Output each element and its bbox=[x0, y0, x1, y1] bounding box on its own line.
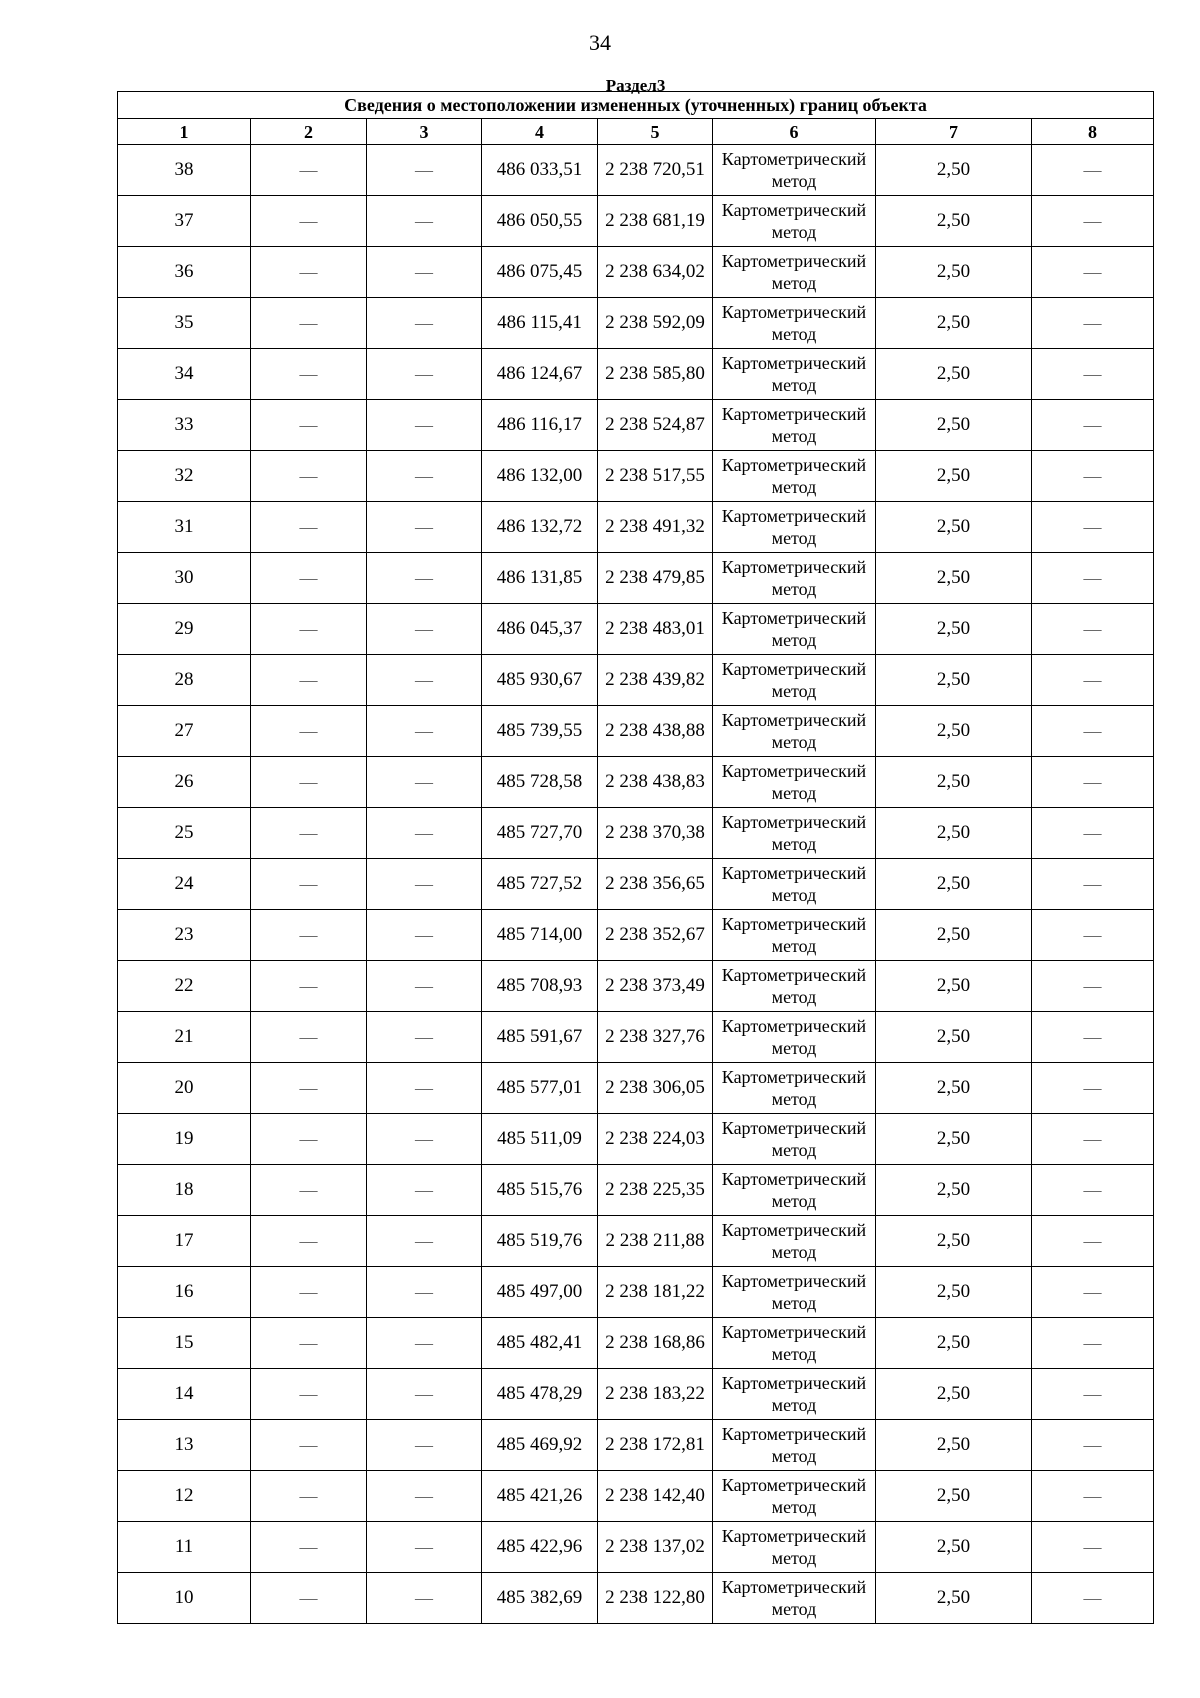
y-coordinate-cell: 2 238 592,09 bbox=[598, 298, 713, 349]
table-row bbox=[118, 553, 1154, 604]
method-cell: Картометрический метод bbox=[713, 1318, 876, 1369]
x-coordinate-cell: 485 497,00 bbox=[482, 1267, 598, 1318]
x-coordinate-cell: 485 422,96 bbox=[482, 1522, 598, 1573]
col3-cell: — bbox=[367, 1573, 482, 1624]
table-row bbox=[118, 349, 1154, 400]
col8-cell: — bbox=[1032, 502, 1154, 553]
method-cell: Картометрический метод bbox=[713, 1522, 876, 1573]
table-row bbox=[118, 859, 1154, 910]
table-row bbox=[118, 757, 1154, 808]
point-number-cell: 21 bbox=[118, 1012, 251, 1063]
col2-cell: — bbox=[251, 808, 367, 859]
x-coordinate-cell: 485 382,69 bbox=[482, 1573, 598, 1624]
accuracy-cell: 2,50 bbox=[876, 451, 1032, 502]
point-number-cell: 23 bbox=[118, 910, 251, 961]
x-coordinate-cell: 486 132,72 bbox=[482, 502, 598, 553]
col8-cell: — bbox=[1032, 400, 1154, 451]
accuracy-cell: 2,50 bbox=[876, 553, 1032, 604]
col2-cell: — bbox=[251, 145, 367, 196]
x-coordinate-cell: 486 132,00 bbox=[482, 451, 598, 502]
col2-cell: — bbox=[251, 1318, 367, 1369]
y-coordinate-cell: 2 238 517,55 bbox=[598, 451, 713, 502]
col2-cell: — bbox=[251, 298, 367, 349]
method-cell: Картометрический метод bbox=[713, 706, 876, 757]
x-coordinate-cell: 485 469,92 bbox=[482, 1420, 598, 1471]
method-cell: Картометрический метод bbox=[713, 859, 876, 910]
col8-cell: — bbox=[1032, 1573, 1154, 1624]
accuracy-cell: 2,50 bbox=[876, 604, 1032, 655]
accuracy-cell: 2,50 bbox=[876, 1114, 1032, 1165]
col8-cell: — bbox=[1032, 604, 1154, 655]
accuracy-cell: 2,50 bbox=[876, 1369, 1032, 1420]
method-cell: Картометрический метод bbox=[713, 349, 876, 400]
method-cell: Картометрический метод bbox=[713, 1573, 876, 1624]
method-cell: Картометрический метод bbox=[713, 145, 876, 196]
col2-cell: — bbox=[251, 706, 367, 757]
col3-cell: — bbox=[367, 451, 482, 502]
col8-cell: — bbox=[1032, 706, 1154, 757]
col8-cell: — bbox=[1032, 655, 1154, 706]
col2-cell: — bbox=[251, 1522, 367, 1573]
accuracy-cell: 2,50 bbox=[876, 910, 1032, 961]
point-number-cell: 12 bbox=[118, 1471, 251, 1522]
y-coordinate-cell: 2 238 479,85 bbox=[598, 553, 713, 604]
page-number: 34 bbox=[589, 30, 611, 55]
y-coordinate-cell: 2 238 225,35 bbox=[598, 1165, 713, 1216]
table-row bbox=[118, 961, 1154, 1012]
accuracy-cell: 2,50 bbox=[876, 1522, 1032, 1573]
col3-cell: — bbox=[367, 910, 482, 961]
y-coordinate-cell: 2 238 634,02 bbox=[598, 247, 713, 298]
col8-cell: — bbox=[1032, 1012, 1154, 1063]
table-row bbox=[118, 1165, 1154, 1216]
col8-cell: — bbox=[1032, 451, 1154, 502]
col2-cell: — bbox=[251, 1216, 367, 1267]
y-coordinate-cell: 2 238 681,19 bbox=[598, 196, 713, 247]
x-coordinate-cell: 486 045,37 bbox=[482, 604, 598, 655]
x-coordinate-cell: 486 115,41 bbox=[482, 298, 598, 349]
method-cell: Картометрический метод bbox=[713, 196, 876, 247]
col2-cell: — bbox=[251, 502, 367, 553]
method-cell: Картометрический метод bbox=[713, 910, 876, 961]
point-number-cell: 10 bbox=[118, 1573, 251, 1624]
accuracy-cell: 2,50 bbox=[876, 1318, 1032, 1369]
method-cell: Картометрический метод bbox=[713, 604, 876, 655]
method-cell: Картометрический метод bbox=[713, 1369, 876, 1420]
y-coordinate-cell: 2 238 370,38 bbox=[598, 808, 713, 859]
point-number-cell: 29 bbox=[118, 604, 251, 655]
col3-cell: — bbox=[367, 1063, 482, 1114]
col8-cell: — bbox=[1032, 1420, 1154, 1471]
column-header: 8 bbox=[1032, 119, 1154, 145]
col2-cell: — bbox=[251, 757, 367, 808]
x-coordinate-cell: 485 727,70 bbox=[482, 808, 598, 859]
point-number-cell: 35 bbox=[118, 298, 251, 349]
col2-cell: — bbox=[251, 1573, 367, 1624]
col8-cell: — bbox=[1032, 349, 1154, 400]
accuracy-cell: 2,50 bbox=[876, 1216, 1032, 1267]
column-header: 2 bbox=[251, 119, 367, 145]
col3-cell: — bbox=[367, 502, 482, 553]
y-coordinate-cell: 2 238 438,83 bbox=[598, 757, 713, 808]
accuracy-cell: 2,50 bbox=[876, 1573, 1032, 1624]
x-coordinate-cell: 486 124,67 bbox=[482, 349, 598, 400]
col3-cell: — bbox=[367, 604, 482, 655]
y-coordinate-cell: 2 238 224,03 bbox=[598, 1114, 713, 1165]
x-coordinate-cell: 485 511,09 bbox=[482, 1114, 598, 1165]
col3-cell: — bbox=[367, 247, 482, 298]
x-coordinate-cell: 486 050,55 bbox=[482, 196, 598, 247]
col8-cell: — bbox=[1032, 1063, 1154, 1114]
col3-cell: — bbox=[367, 757, 482, 808]
table-row bbox=[118, 655, 1154, 706]
y-coordinate-cell: 2 238 142,40 bbox=[598, 1471, 713, 1522]
method-cell: Картометрический метод bbox=[713, 1267, 876, 1318]
table-row bbox=[118, 1318, 1154, 1369]
method-cell: Картометрический метод bbox=[713, 1165, 876, 1216]
table-row bbox=[118, 1063, 1154, 1114]
column-header: 7 bbox=[876, 119, 1032, 145]
method-cell: Картометрический метод bbox=[713, 400, 876, 451]
table-row bbox=[118, 1369, 1154, 1420]
table-row bbox=[118, 604, 1154, 655]
table-row bbox=[118, 145, 1154, 196]
y-coordinate-cell: 2 238 491,32 bbox=[598, 502, 713, 553]
table-row bbox=[118, 196, 1154, 247]
column-header: 5 bbox=[598, 119, 713, 145]
col3-cell: — bbox=[367, 553, 482, 604]
col3-cell: — bbox=[367, 349, 482, 400]
col3-cell: — bbox=[367, 400, 482, 451]
col8-cell: — bbox=[1032, 961, 1154, 1012]
col3-cell: — bbox=[367, 298, 482, 349]
col2-cell: — bbox=[251, 1471, 367, 1522]
col3-cell: — bbox=[367, 1522, 482, 1573]
y-coordinate-cell: 2 238 373,49 bbox=[598, 961, 713, 1012]
point-number-cell: 17 bbox=[118, 1216, 251, 1267]
method-cell: Картометрический метод bbox=[713, 502, 876, 553]
col8-cell: — bbox=[1032, 1318, 1154, 1369]
accuracy-cell: 2,50 bbox=[876, 400, 1032, 451]
col3-cell: — bbox=[367, 1471, 482, 1522]
y-coordinate-cell: 2 238 183,22 bbox=[598, 1369, 713, 1420]
col8-cell: — bbox=[1032, 1165, 1154, 1216]
x-coordinate-cell: 485 591,67 bbox=[482, 1012, 598, 1063]
col2-cell: — bbox=[251, 1063, 367, 1114]
coordinates-table bbox=[117, 76, 1154, 1624]
y-coordinate-cell: 2 238 181,22 bbox=[598, 1267, 713, 1318]
col3-cell: — bbox=[367, 706, 482, 757]
x-coordinate-cell: 486 116,17 bbox=[482, 400, 598, 451]
col3-cell: — bbox=[367, 1114, 482, 1165]
accuracy-cell: 2,50 bbox=[876, 1420, 1032, 1471]
accuracy-cell: 2,50 bbox=[876, 655, 1032, 706]
point-number-cell: 38 bbox=[118, 145, 251, 196]
x-coordinate-cell: 485 577,01 bbox=[482, 1063, 598, 1114]
accuracy-cell: 2,50 bbox=[876, 196, 1032, 247]
col2-cell: — bbox=[251, 1012, 367, 1063]
method-cell: Картометрический метод bbox=[713, 1114, 876, 1165]
x-coordinate-cell: 485 478,29 bbox=[482, 1369, 598, 1420]
x-coordinate-cell: 485 714,00 bbox=[482, 910, 598, 961]
x-coordinate-cell: 486 131,85 bbox=[482, 553, 598, 604]
table-row bbox=[118, 502, 1154, 553]
point-number-cell: 28 bbox=[118, 655, 251, 706]
method-cell: Картометрический метод bbox=[713, 961, 876, 1012]
method-cell: Картометрический метод bbox=[713, 451, 876, 502]
table-caption-row bbox=[118, 92, 1154, 119]
section-title: Раздел3 bbox=[605, 76, 666, 95]
col2-cell: — bbox=[251, 400, 367, 451]
table-row bbox=[118, 400, 1154, 451]
column-header-row bbox=[118, 119, 1154, 145]
method-cell: Картометрический метод bbox=[713, 1063, 876, 1114]
method-cell: Картометрический метод bbox=[713, 655, 876, 706]
y-coordinate-cell: 2 238 327,76 bbox=[598, 1012, 713, 1063]
y-coordinate-cell: 2 238 306,05 bbox=[598, 1063, 713, 1114]
point-number-cell: 30 bbox=[118, 553, 251, 604]
col3-cell: — bbox=[367, 1318, 482, 1369]
accuracy-cell: 2,50 bbox=[876, 1012, 1032, 1063]
point-number-cell: 24 bbox=[118, 859, 251, 910]
accuracy-cell: 2,50 bbox=[876, 1165, 1032, 1216]
table-row bbox=[118, 1471, 1154, 1522]
y-coordinate-cell: 2 238 122,80 bbox=[598, 1573, 713, 1624]
col8-cell: — bbox=[1032, 910, 1154, 961]
col8-cell: — bbox=[1032, 1522, 1154, 1573]
accuracy-cell: 2,50 bbox=[876, 808, 1032, 859]
table-caption: Сведения о местоположении измененных (уточненных) границ объекта bbox=[118, 92, 1154, 119]
method-cell: Картометрический метод bbox=[713, 1471, 876, 1522]
col8-cell: — bbox=[1032, 757, 1154, 808]
col2-cell: — bbox=[251, 1114, 367, 1165]
method-cell: Картометрический метод bbox=[713, 553, 876, 604]
method-cell: Картометрический метод bbox=[713, 1216, 876, 1267]
col8-cell: — bbox=[1032, 247, 1154, 298]
point-number-cell: 37 bbox=[118, 196, 251, 247]
col2-cell: — bbox=[251, 655, 367, 706]
col8-cell: — bbox=[1032, 1267, 1154, 1318]
y-coordinate-cell: 2 238 172,81 bbox=[598, 1420, 713, 1471]
accuracy-cell: 2,50 bbox=[876, 502, 1032, 553]
column-header: 4 bbox=[482, 119, 598, 145]
col2-cell: — bbox=[251, 451, 367, 502]
y-coordinate-cell: 2 238 483,01 bbox=[598, 604, 713, 655]
col8-cell: — bbox=[1032, 145, 1154, 196]
col8-cell: — bbox=[1032, 1216, 1154, 1267]
point-number-cell: 18 bbox=[118, 1165, 251, 1216]
col3-cell: — bbox=[367, 1012, 482, 1063]
col3-cell: — bbox=[367, 1369, 482, 1420]
method-cell: Картометрический метод bbox=[713, 1420, 876, 1471]
point-number-cell: 36 bbox=[118, 247, 251, 298]
table-row bbox=[118, 298, 1154, 349]
method-cell: Картометрический метод bbox=[713, 757, 876, 808]
col8-cell: — bbox=[1032, 859, 1154, 910]
col2-cell: — bbox=[251, 1267, 367, 1318]
col3-cell: — bbox=[367, 859, 482, 910]
col8-cell: — bbox=[1032, 196, 1154, 247]
point-number-cell: 25 bbox=[118, 808, 251, 859]
col8-cell: — bbox=[1032, 1114, 1154, 1165]
column-header: 6 bbox=[713, 119, 876, 145]
y-coordinate-cell: 2 238 439,82 bbox=[598, 655, 713, 706]
table-row bbox=[118, 1267, 1154, 1318]
table-row bbox=[118, 1216, 1154, 1267]
point-number-cell: 31 bbox=[118, 502, 251, 553]
section-title-row bbox=[118, 81, 1154, 92]
col2-cell: — bbox=[251, 349, 367, 400]
y-coordinate-cell: 2 238 356,65 bbox=[598, 859, 713, 910]
x-coordinate-cell: 485 708,93 bbox=[482, 961, 598, 1012]
table-row bbox=[118, 1573, 1154, 1624]
point-number-cell: 32 bbox=[118, 451, 251, 502]
col3-cell: — bbox=[367, 808, 482, 859]
table-row bbox=[118, 247, 1154, 298]
col3-cell: — bbox=[367, 145, 482, 196]
point-number-cell: 16 bbox=[118, 1267, 251, 1318]
x-coordinate-cell: 485 739,55 bbox=[482, 706, 598, 757]
col3-cell: — bbox=[367, 1267, 482, 1318]
col8-cell: — bbox=[1032, 1369, 1154, 1420]
table-row bbox=[118, 451, 1154, 502]
accuracy-cell: 2,50 bbox=[876, 145, 1032, 196]
accuracy-cell: 2,50 bbox=[876, 349, 1032, 400]
table-row bbox=[118, 1012, 1154, 1063]
accuracy-cell: 2,50 bbox=[876, 859, 1032, 910]
table-row bbox=[118, 706, 1154, 757]
accuracy-cell: 2,50 bbox=[876, 247, 1032, 298]
col2-cell: — bbox=[251, 553, 367, 604]
point-number-cell: 26 bbox=[118, 757, 251, 808]
accuracy-cell: 2,50 bbox=[876, 757, 1032, 808]
y-coordinate-cell: 2 238 168,86 bbox=[598, 1318, 713, 1369]
point-number-cell: 20 bbox=[118, 1063, 251, 1114]
col3-cell: — bbox=[367, 655, 482, 706]
accuracy-cell: 2,50 bbox=[876, 1267, 1032, 1318]
x-coordinate-cell: 485 482,41 bbox=[482, 1318, 598, 1369]
col2-cell: — bbox=[251, 1165, 367, 1216]
y-coordinate-cell: 2 238 438,88 bbox=[598, 706, 713, 757]
x-coordinate-cell: 485 421,26 bbox=[482, 1471, 598, 1522]
table-row bbox=[118, 1420, 1154, 1471]
y-coordinate-cell: 2 238 352,67 bbox=[598, 910, 713, 961]
y-coordinate-cell: 2 238 585,80 bbox=[598, 349, 713, 400]
point-number-cell: 13 bbox=[118, 1420, 251, 1471]
x-coordinate-cell: 486 033,51 bbox=[482, 145, 598, 196]
x-coordinate-cell: 485 515,76 bbox=[482, 1165, 598, 1216]
col3-cell: — bbox=[367, 1165, 482, 1216]
col2-cell: — bbox=[251, 910, 367, 961]
x-coordinate-cell: 485 519,76 bbox=[482, 1216, 598, 1267]
column-header: 1 bbox=[118, 119, 251, 145]
col2-cell: — bbox=[251, 196, 367, 247]
col2-cell: — bbox=[251, 961, 367, 1012]
method-cell: Картометрический метод bbox=[713, 298, 876, 349]
x-coordinate-cell: 485 727,52 bbox=[482, 859, 598, 910]
point-number-cell: 22 bbox=[118, 961, 251, 1012]
point-number-cell: 11 bbox=[118, 1522, 251, 1573]
point-number-cell: 14 bbox=[118, 1369, 251, 1420]
method-cell: Картометрический метод bbox=[713, 247, 876, 298]
table-body bbox=[118, 145, 1154, 1624]
col3-cell: — bbox=[367, 1420, 482, 1471]
x-coordinate-cell: 486 075,45 bbox=[482, 247, 598, 298]
col8-cell: — bbox=[1032, 808, 1154, 859]
accuracy-cell: 2,50 bbox=[876, 1471, 1032, 1522]
y-coordinate-cell: 2 238 720,51 bbox=[598, 145, 713, 196]
col2-cell: — bbox=[251, 247, 367, 298]
col8-cell: — bbox=[1032, 298, 1154, 349]
table-row bbox=[118, 1522, 1154, 1573]
point-number-cell: 19 bbox=[118, 1114, 251, 1165]
accuracy-cell: 2,50 bbox=[876, 1063, 1032, 1114]
point-number-cell: 15 bbox=[118, 1318, 251, 1369]
col2-cell: — bbox=[251, 1369, 367, 1420]
y-coordinate-cell: 2 238 524,87 bbox=[598, 400, 713, 451]
accuracy-cell: 2,50 bbox=[876, 961, 1032, 1012]
y-coordinate-cell: 2 238 137,02 bbox=[598, 1522, 713, 1573]
point-number-cell: 33 bbox=[118, 400, 251, 451]
col3-cell: — bbox=[367, 1216, 482, 1267]
method-cell: Картометрический метод bbox=[713, 1012, 876, 1063]
col8-cell: — bbox=[1032, 1471, 1154, 1522]
accuracy-cell: 2,50 bbox=[876, 706, 1032, 757]
method-cell: Картометрический метод bbox=[713, 808, 876, 859]
table-row bbox=[118, 910, 1154, 961]
x-coordinate-cell: 485 930,67 bbox=[482, 655, 598, 706]
col3-cell: — bbox=[367, 961, 482, 1012]
col2-cell: — bbox=[251, 859, 367, 910]
col2-cell: — bbox=[251, 604, 367, 655]
table-row bbox=[118, 1114, 1154, 1165]
y-coordinate-cell: 2 238 211,88 bbox=[598, 1216, 713, 1267]
point-number-cell: 34 bbox=[118, 349, 251, 400]
column-header: 3 bbox=[367, 119, 482, 145]
col2-cell: — bbox=[251, 1420, 367, 1471]
table-row bbox=[118, 808, 1154, 859]
accuracy-cell: 2,50 bbox=[876, 298, 1032, 349]
x-coordinate-cell: 485 728,58 bbox=[482, 757, 598, 808]
col3-cell: — bbox=[367, 196, 482, 247]
col8-cell: — bbox=[1032, 553, 1154, 604]
point-number-cell: 27 bbox=[118, 706, 251, 757]
